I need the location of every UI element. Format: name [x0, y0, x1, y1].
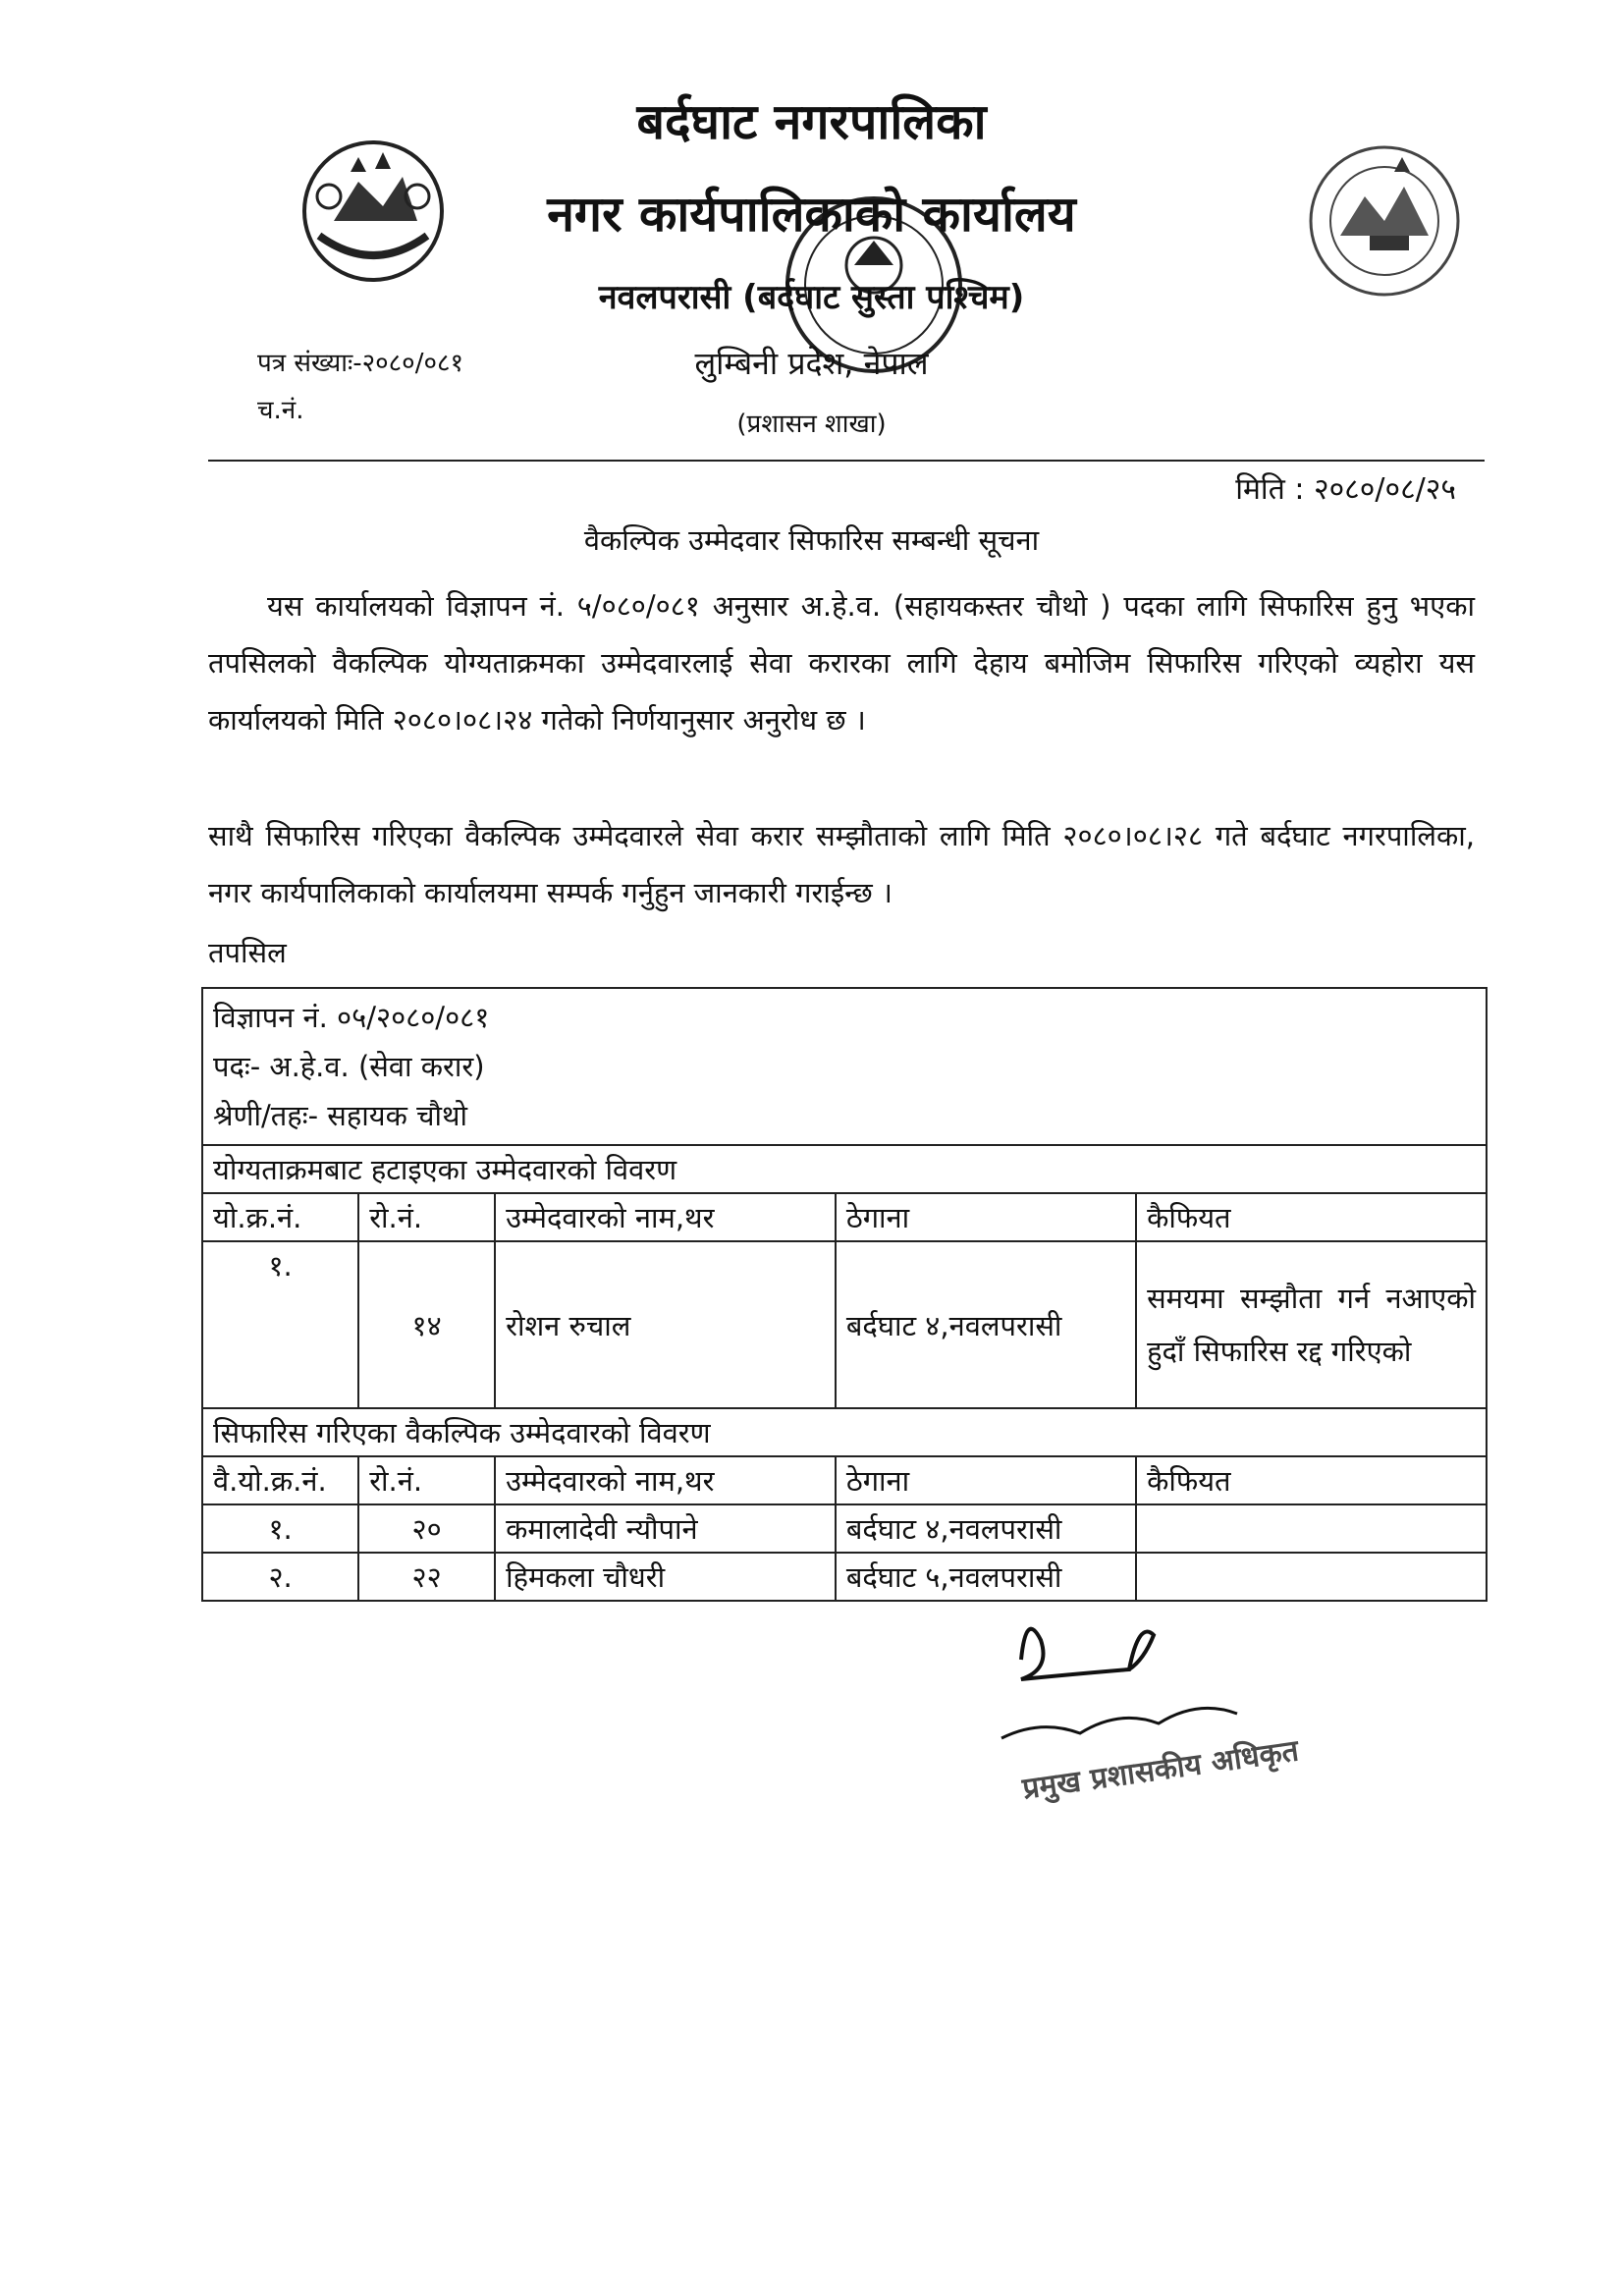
level-name: श्रेणी/तहः- सहायक चौथो — [213, 1099, 468, 1132]
column-header: ठेगाना — [836, 1193, 1136, 1241]
address-cell: बर्दघाट ४,नवलपरासी — [836, 1504, 1136, 1553]
province-name: लुम्बिनी प्रदेश, नेपाल — [694, 345, 929, 382]
signatory-title: प्रमुख प्रशासकीय अधिकृत — [1020, 1733, 1301, 1807]
column-header: रो.नं. — [358, 1193, 495, 1241]
address-cell: बर्दघाट ४,नवलपरासी — [836, 1241, 1136, 1408]
serial-cell: १. — [202, 1241, 358, 1408]
name-cell: हिमकला चौधरी — [495, 1553, 836, 1601]
post-name: पदः- अ.हे.व. (सेवा करार) — [213, 1050, 485, 1083]
dispatch-number: च.नं. — [257, 396, 304, 425]
district-name: नवलपरासी (बर्दघाट सुस्ता पश्चिम) — [598, 278, 1025, 317]
vacancy-info — [202, 988, 1487, 1145]
column-header: उम्मेदवारको नाम,थर — [495, 1456, 836, 1504]
column-header: रो.नं. — [358, 1456, 495, 1504]
serial-cell: १. — [202, 1504, 358, 1553]
reference-number: पत्र संख्याः-२०८०/०८१ — [257, 349, 464, 378]
remark-cell — [1136, 1504, 1487, 1553]
vacancy-number: विज्ञापन नं. ०५/२०८०/०८१ — [213, 1001, 490, 1034]
column-header: यो.क्र.नं. — [202, 1193, 358, 1241]
notice-paragraph-2: साथै सिफारिस गरिएका वैकल्पिक उम्मेदवारले सेवा करार सम्झौताको लागि मिति २०८०।०८।२८ गते बर्दघाट नगरपालिका, नगर कार्यपालिकाको कार्यालयमा सम्पर्क गर्नुहुन जानकारी गराईन्छ । — [208, 819, 1475, 909]
remark-cell: समयमा सम्झौता गर्न नआएको हुदाँ सिफारिस रद्द गरिएको — [1136, 1241, 1487, 1408]
branch-name: (प्रशासन शाखा) — [736, 410, 887, 439]
column-header: ठेगाना — [836, 1456, 1136, 1504]
candidate-table — [201, 987, 1488, 1602]
name-cell: रोशन रुचाल — [495, 1241, 836, 1408]
roll-cell: १४ — [358, 1241, 495, 1408]
table-row — [202, 1241, 1487, 1408]
removed-section-title: योग्यताक्रमबाट हटाइएका उम्मेदवारको विवरण — [202, 1145, 1487, 1193]
column-header: उम्मेदवारको नाम,थर — [495, 1193, 836, 1241]
notice-heading: वैकल्पिक उम्मेदवार सिफारिस सम्बन्धी सूचना — [583, 523, 1040, 557]
header-divider — [208, 460, 1485, 462]
column-header: वै.यो.क्र.नं. — [202, 1456, 358, 1504]
letter-date: मिति : २०८०/०८/२५ — [1235, 472, 1456, 507]
address-cell: बर्दघाट ५,नवलपरासी — [836, 1553, 1136, 1601]
notice-paragraph-1: यस कार्यालयको विज्ञापन नं. ५/०८०/०८१ अनुसार अ.हे.व. (सहायकस्तर चौथो ) पदका लागि सिफारिस हुनु भएका तपसिलको वैकल्पिक योग्यताक्रमका उम्मेदवारलाई सेवा करारका लागि देहाय बमोजिम सिफारिस गरिएको व्यहोरा यस कार्यालयको मिति २०८०।०८।२४ गतेको निर्णयानुसार अनुरोध छ । — [208, 589, 1475, 737]
roll-cell: २० — [358, 1504, 495, 1553]
table-row — [202, 1504, 1487, 1553]
serial-cell: २. — [202, 1553, 358, 1601]
column-header: कैफियत — [1136, 1456, 1487, 1504]
office-name: नगर कार्यपालिकाको कार्यालय — [547, 186, 1076, 243]
column-header: कैफियत — [1136, 1193, 1487, 1241]
remark-cell — [1136, 1553, 1487, 1601]
details-label: तपसिल — [208, 936, 287, 969]
recommended-section-title: सिफारिस गरिएका वैकल्पिक उम्मेदवारको विवरण — [202, 1408, 1487, 1456]
name-cell: कमालादेवी न्यौपाने — [495, 1504, 836, 1553]
roll-cell: २२ — [358, 1553, 495, 1601]
municipality-name: बर्दघाट नगरपालिका — [636, 93, 987, 150]
table-row — [202, 1553, 1487, 1601]
